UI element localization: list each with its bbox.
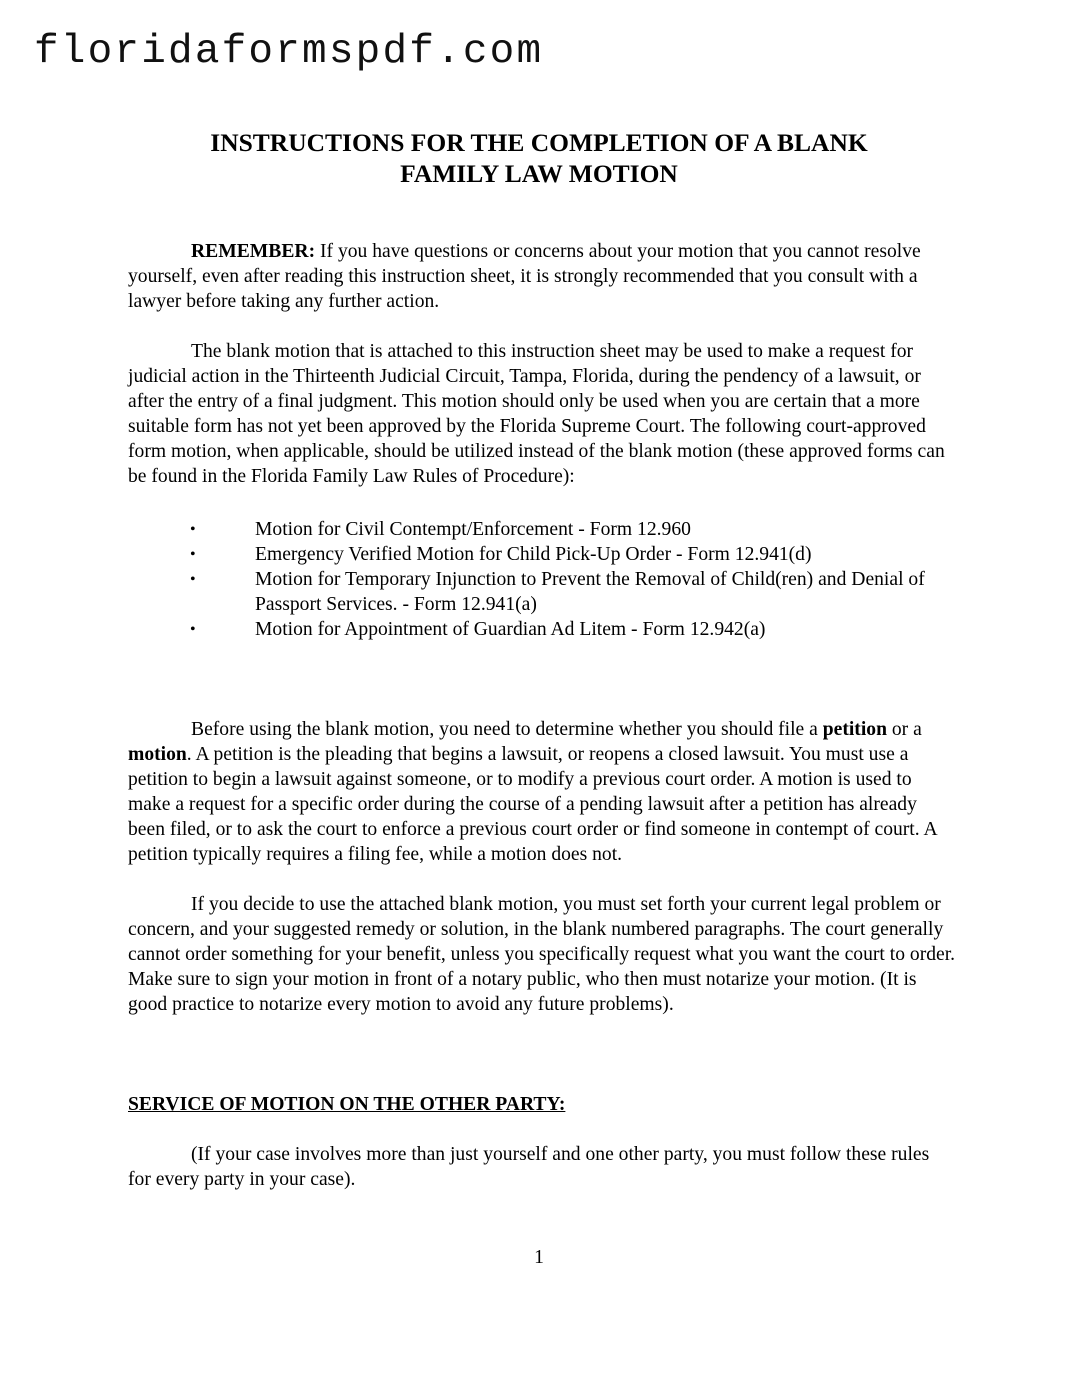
intro-paragraph <box>128 339 956 489</box>
service-text: (If your case involves more than just yourself and one other party, you must follow these rules for every party in your case). <box>128 1144 930 1190</box>
list-item <box>128 517 956 542</box>
approved-forms-list <box>128 517 956 642</box>
site-watermark: floridaformspdf.com <box>34 29 544 75</box>
intro-text: The blank motion that is attached to this instruction sheet may be used to make a request for judicial action in the Thirteenth Judicial Circuit, Tampa, Florida, during the pendency of a lawsuit, or after the entry of a final judgment. This motion should only be used when you are certain that a more suitable form has not yet been approved by the Florida Supreme Court. The following court-approved form motion, when applicable, should be utilized instead of the blank motion (these approved forms can be found in the Florida Family Law Rules of Procedure): <box>128 341 945 487</box>
petition-term: petition <box>822 719 887 740</box>
usage-paragraph <box>128 892 956 1017</box>
usage-text: If you decide to use the attached blank motion, you must set forth your current legal problem or concern, and your suggested remedy or solution, in the blank numbered paragraphs. The court generally cannot order something for your benefit, unless you specifically request what you want the court to order. Make sure to sign your motion in front of a notary public, who then must notarize your motion. (It is good practice to notarize every motion to avoid any future problems). <box>128 894 956 1015</box>
bullet-icon: • <box>190 621 196 638</box>
list-item <box>128 542 956 567</box>
petition-text-2: or a <box>886 719 922 740</box>
bullet-icon: • <box>190 521 196 538</box>
service-paragraph <box>128 1142 956 1192</box>
petition-paragraph <box>128 717 956 867</box>
list-item <box>128 617 956 642</box>
title-line-1: INSTRUCTIONS FOR THE COMPLETION OF A BLANK <box>210 128 868 157</box>
page-number: 1 <box>534 1247 544 1268</box>
document-title <box>0 127 1078 189</box>
approved-form-label: Motion for Temporary Injunction to Prevent the Removal of Child(ren) and Denial of Passport Services. - Form 12.941(a) <box>255 569 925 615</box>
approved-form-label: Motion for Appointment of Guardian Ad Litem - Form 12.942(a) <box>255 619 766 640</box>
bullet-icon: • <box>190 571 196 588</box>
title-line-2: FAMILY LAW MOTION <box>400 159 678 188</box>
remember-paragraph <box>128 239 956 314</box>
motion-term: motion <box>128 744 187 765</box>
approved-form-label: Motion for Civil Contempt/Enforcement - Form 12.960 <box>255 519 691 540</box>
remember-text: If you have questions or concerns about your motion that you cannot resolve yourself, even after reading this instruction sheet, it is strongly recommended that you consult with a lawyer before taking any further action. <box>128 241 921 312</box>
bullet-icon: • <box>190 546 196 563</box>
list-item <box>128 567 956 617</box>
approved-form-label: Emergency Verified Motion for Child Pick-Up Order - Form 12.941(d) <box>255 544 812 565</box>
remember-label: REMEMBER: <box>191 241 316 262</box>
petition-text-1: Before using the blank motion, you need to determine whether you should file a <box>191 719 823 740</box>
petition-text-3: . A petition is the pleading that begins a lawsuit, or reopens a closed lawsuit. You must use a petition to begin a lawsuit against someone, or to modify a previous court order. A motion is used to make a request for a specific order during the course of a pending lawsuit after a petition has already been filed, or to ask the court to enforce a previous court order or find someone in contempt of court. A petition typically requires a filing fee, while a motion does not. <box>128 744 937 865</box>
service-heading: SERVICE OF MOTION ON THE OTHER PARTY: <box>128 1094 566 1115</box>
